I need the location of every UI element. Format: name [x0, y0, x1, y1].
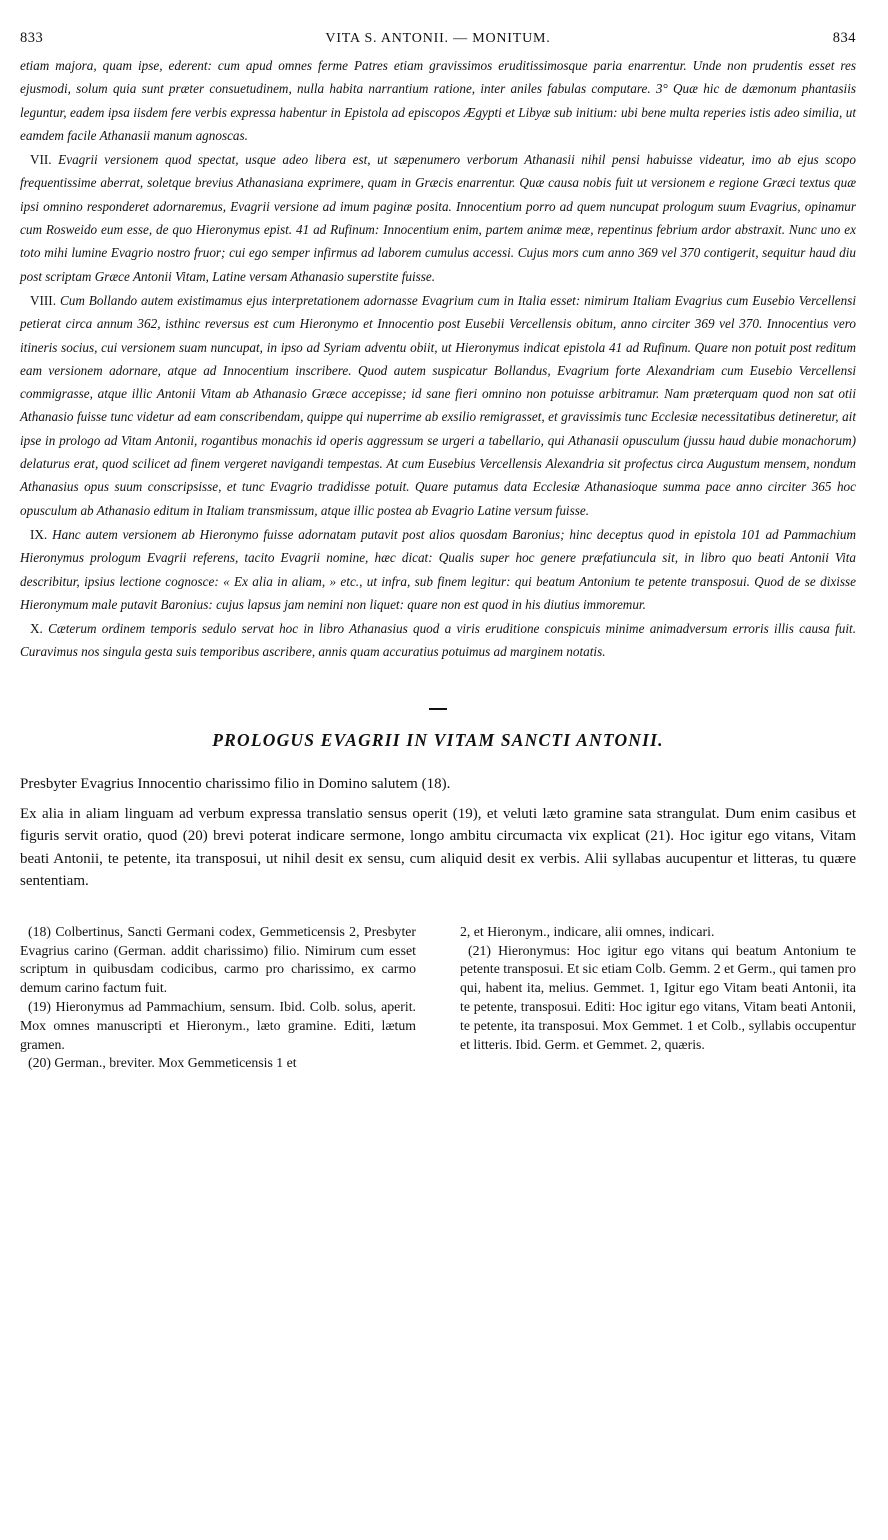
section-ix	[20, 523, 856, 616]
document-page	[20, 30, 856, 1073]
section-text: Cæterum ordinem temporis sedulo servat hoc in libro Athanasius quod a viris eruditione conspicuis minime animadversum erroris illis causa fuit. Curavimus nos singula gesta suis temporibus ascribere, annis quam accuratius potuimus ad marginem notatis.	[20, 621, 857, 660]
prologue-body: Ex alia in aliam linguam ad verbum expressa translatio sensus operit (19), et veluti læto gramine sata strangulat. Dum enim casibus et figuris servit oratio, quod (20) brevi poterat indicare sermone, longo ambitu circumacta vix explicat (21). Hoc igitur ego vitans, Vitam beati Antonii, te petente, ita transposui, ut nihil desit ex sensu, cum aliquid desit ex verbis. Alii syllabas aucupentur et litteras, tu quære sententiam.	[20, 805, 856, 890]
section-text: Evagrii versionem quod spectat, usque adeo libera est, ut sæpenumero verborum Athanasii nihil pensi habuisse videatur, imo ab ejus scopo frequentissime aberrat, soletque brevius Athanasiana exprimere, quam in Græcis enarrentur. Quæ causa nobis fuit ut versionem e regione Græci textus quæ ipsi omnino responderet adornaremus, Evagrii versione ad imum paginæ posita. Innocentium porro ad quem nuncupat prologum suum Evagrius, opinamur cum Rosweido eum esse, de quo Hieronymus epist. 41 ad Rufinum: Innocentium enim, partem animæ meæ, repentinus febrium ardor abstraxit. Nunc uno ex toto mihi lumine Evagrio nostro fruor; cui ego semper infirmus ad laborem cumulus accessi. Cujus mors cum anno 369 vel 370 contigerit, sequitur haud diu post scriptam Græce Antonii Vitam, Latine versam Athanasio superstite fuisse.	[20, 152, 856, 284]
section-number: VIII.	[30, 292, 56, 308]
section-number: IX.	[30, 526, 48, 542]
prologue-greeting: Presbyter Evagrius Innocentio charissimo filio in Domino salutem (18).	[20, 775, 451, 792]
right-page-number: 834	[832, 30, 856, 46]
section-x	[20, 617, 856, 664]
footnote: (21) Hieronymus: Hoc igitur ego vitans qui beatum Antonium te petente transposui. Et sic etiam Colb. Gemm. 2 et Germ., qui tamen pro qui, habent ita, melius. Gemmet. 1, Igitur ego Vitam beati Antonii, ita te petente, transposui. Editi: Hoc igitur ego vitans, Vitam beati Antonii, te petente, ita transposui. Mox Gemmet. 1 et Colb., syllabis occupentur et litteris. Ibid. Germ. et Gemmet. 2, quæris.	[460, 942, 856, 1052]
left-page-number: 833	[20, 30, 44, 46]
footnote: (19) Hieronymus ad Pammachium, sensum. Ibid. Colb. solus, aperit. Mox omnes manuscripti et Hieronym., læto gramine. Editi, lætum gramen.	[20, 998, 416, 1052]
footnotes	[20, 923, 856, 1073]
monitum-continuation: etiam majora, quam ipse, ederent: cum apud omnes ferme Patres etiam gravissimos eruditissimosque paria enarrentur. Unde non prudentis esset res ejusmodi, solum quia sunt præter consuetudinem, nulla habita narrantium ratione, inter aniles fabulas computare. 3° Quæ hic de dæmonum phantasiis leguntur, eadem ipsa iisdem fere verbis expressa habentur in Epistola ad episcopos Ægypti et Libyæ sub initium: ubi bene multa reperies istis adeo similia, ut eamdem facile Athanasii manum agnoscas.	[20, 58, 856, 143]
monitum-text	[20, 54, 856, 664]
footnotes-right-column	[460, 923, 856, 1073]
section-text: Hanc autem versionem ab Hieronymo fuisse adornatam putavit post alios quosdam Baronius; hinc deceptus quod in epistola 101 ad Pammachium Hieronymus prologum Evagrii referens, tacito Evagrii nomine, hæc dicat: Qualis super hoc genere præfatiuncula sit, in libro quo beati Antonii Vita describitur, ipsius lectione cognosce: « Ex alia in aliam, » etc., ut infra, sub finem legitur: qui beatum Antonium te petente transposui. Quod de se dixisse Hieronymum male putavit Baronius: cujus lapsus jam nemini non liquet: quare non est quod in his diutius immoremur.	[20, 526, 857, 612]
section-number: VII.	[30, 152, 52, 168]
section-divider	[429, 708, 447, 710]
running-title: VITA S. ANTONII. — MONITUM.	[325, 31, 551, 46]
footnote-continuation: 2, et Hieronym., indicare, alii omnes, indicari.	[460, 923, 715, 939]
section-vii	[20, 148, 856, 288]
section-number: X.	[30, 621, 43, 637]
prologue-title: PROLOGUS EVAGRII IN VITAM SANCTI ANTONII.	[212, 729, 664, 750]
footnote: (20) German., breviter. Mox Gemmeticensis 1 et	[28, 1055, 297, 1071]
section-viii	[20, 289, 856, 522]
running-head	[20, 30, 856, 50]
section-text: Cum Bollando autem existimamus ejus interpretationem adornasse Evagrium cum in Italia esset: nimirum Italiam Evagrius cum Eusebio Vercellensi petierat circa annum 362, isthinc reversus est cum Hieronymo et Innocentio post Eusebii Vercellensis obitum, anno circiter 369 vel 370. Innocentius vero itineris socius, cui versionem suam nuncupat, in ipso ad Syriam adventu obiit, ut Hieronymus indicat epistola 41 ad Rufinum. Quare non potuit post reditum eam versionem adornare, atque ad Innocentium inscribere. Quod autem suspicatur Bollandus, Evagrium forte Alexandriam cum Eusebio Vercellensi commigrasse, atque illic Antonii Vitam ab Athanasio Græce accepisse; id sane fieri omnino non potuisse arbitramur. Nam præterquam quod non sat otii Athanasio fuisse tunc videtur ad eam conscribendam, quippe qui nuperrime ab exsilio remigrasset, et gravissimis tunc Ecclesiæ necessitatibus detineretur, ait ipse in prologo ad Vitam Antonii, rogantibus monachis id operis aggressum se urgeri a tabellario, qui Athanasii opusculum (jussu haud dubie monachorum) delaturus erat, quod scilicet ad finem vergeret navigandi tempestas. At cum Eusebius Vercellensis Alexandria sit profectus circa Augustum mensem, nondum Athanasius opus suum conscripsisse, et tunc Evagrio tradidisse potuit. Quare putamus data Ecclesiæ Athanasioque summa pace anno circiter 365 hoc opusculum ab Athanasio editum in Italiam transmissum, atque illic postea ab Evagrio Latine versum fuisse.	[20, 292, 856, 518]
footnotes-left-column	[20, 923, 416, 1073]
footnote: (18) Colbertinus, Sancti Germani codex, Gemmeticensis 2, Presbyter Evagrius carino (German. addit charissimo) filio. Nimirum cum esset scriptum in quibusdam codicibus, carmo pro charissimo, ex carmo demum carino factum fuit.	[20, 923, 416, 996]
